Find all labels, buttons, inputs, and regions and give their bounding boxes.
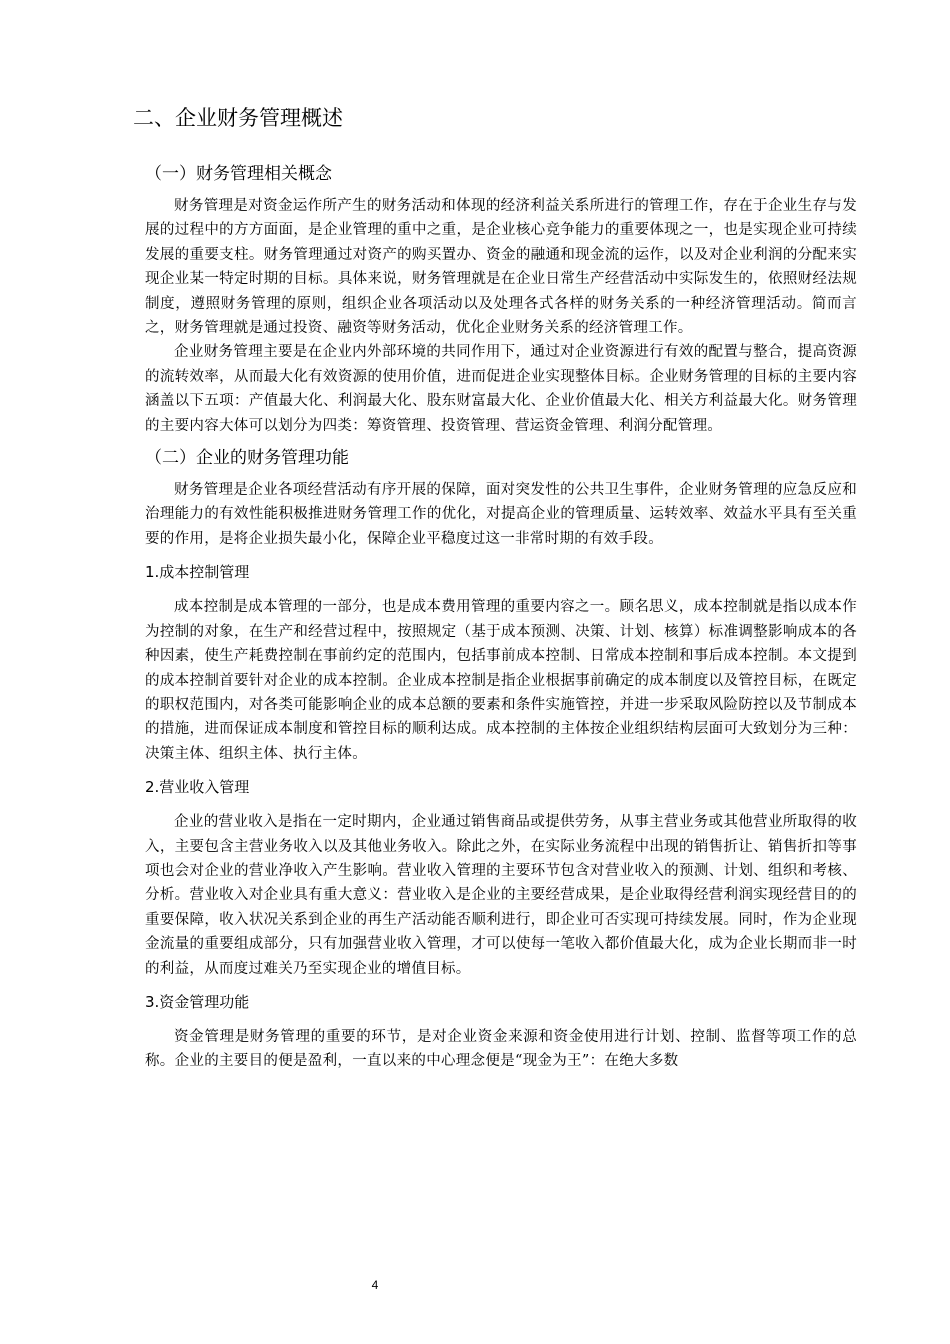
paragraph: 财务管理是企业各项经营活动有序开展的保障，面对突发性的公共卫生事件，企业财务管理的应急反应和治理能力的有效性能积极推进财务管理工作的优化，对提高企业的管理质量、运转效率、效益水平具有至关重要的作用，是将企业损失最小化，保障企业平稳度过这一非常时期的有效手段。 [145,482,857,547]
item-heading-revenue: 2.营业收入管理 [145,778,250,797]
paragraph: 企业的营业收入是指在一定时期内，企业通过销售商品或提供劳务，从事主营业务或其他营业所取得的收入，主要包含主营业务收入以及其他业务收入。除此之外，在实际业务流程中出现的销售折让、销售折扣等事项也会对企业的营业净收入产生影响。营业收入管理的主要环节包含对营业收入的预测、计划、组织和考核、分析。营业收入对企业具有重大意义：营业收入是企业的主要经营成果，是企业取得经营利润实现经营目的的重要保障，收入状况关系到企业的再生产活动能否顺利进行，即企业可否实现可持续发展。同时，作为企业现金流量的重要组成部分，只有加强营业收入管理，才可以使每一笔收入都价值最大化，成为企业长期而非一时的利益，从而度过难关乃至实现企业的增值目标。 [145,814,857,977]
item-heading-cost-control: 1.成本控制管理 [145,563,250,582]
item-heading-capital: 3.资金管理功能 [145,992,250,1011]
paragraph: 资金管理是财务管理的重要的环节，是对企业资金来源和资金使用进行计划、控制、监督等项工作的总称。企业的主要目的便是盈利，一直以来的中心理念便是“现金为王”：在绝大多数 [145,1028,857,1070]
paragraph: 成本控制是成本管理的一部分，也是成本费用管理的重要内容之一。顾名思义，成本控制就是指以成本作为控制的对象，在生产和经营过程中，按照规定（基于成本预测、决策、计划、核算）标准调整影响成本的各种因素，使生产耗费控制在事前约定的范围内，包括事前成本控制、日常成本控制和事后成本控制。本文提到的成本控制首要针对企业的成本控制。企业成本控制是指企业根据事前确定的成本制度以及管控目标，在既定的职权范围内，对各类可能影响企业的成本总额的要素和条件实施管控，并进一步采取风险防控以及节制成本的措施，进而保证成本制度和管控目标的顺利达成。成本控制的主体按企业组织结构层面可大致划分为三种：决策主体、组织主体、执行主体。 [145,599,857,762]
section-title: 二、企业财务管理概述 [133,106,343,130]
paragraph: 财务管理是对资金运作所产生的财务活动和体现的经济利益关系所进行的管理工作，存在于企业生存与发展的过程中的方方面面，是企业管理的重中之重，是企业核心竞争能力的重要体现之一，也是实现企业可持续发展的重要支柱。财务管理通过对资产的购买置办、资金的融通和现金流的运作，以及对企业利润的分配来实现企业某一特定时期的目标。具体来说，财务管理就是在企业日常生产经营活动中实际发生的，依照财经法规制度，遵照财务管理的原则，组织企业各项活动以及处理各式各样的财务关系的一种经济管理活动。简而言之，财务管理就是通过投资、融资等财务活动，优化企业财务关系的经济管理工作。 [145,198,857,337]
subsection-title-concepts: （一）财务管理相关概念 [145,164,332,184]
page-number: 4 [371,1278,379,1292]
subsection-title-functions: （二）企业的财务管理功能 [145,448,349,469]
paragraph: 企业财务管理主要是在企业内外部环境的共同作用下，通过对企业资源进行有效的配置与整合，提高资源的流转效率，从而最大化有效资源的使用价值，进而促进企业实现整体目标。企业财务管理的目标的主要内容涵盖以下五项：产值最大化、利润最大化、股东财富最大化、企业价值最大化、相关方利益最大化。财务管理的主要内容大体可以划分为四类：筹资管理、投资管理、营运资金管理、利润分配管理。 [145,344,857,434]
page-content [133,100,857,1074]
